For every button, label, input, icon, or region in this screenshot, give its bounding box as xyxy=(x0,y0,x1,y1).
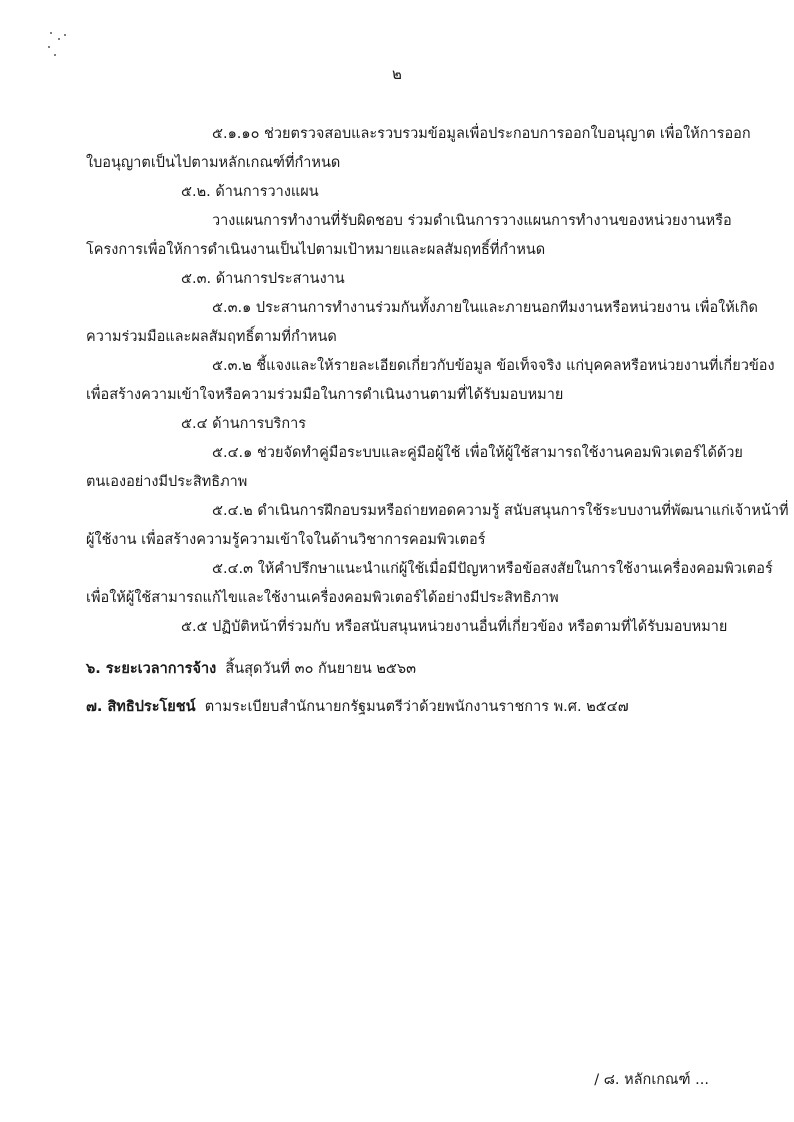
item-5-4-3: ๕.๔.๓ ให้คำปรึกษาแนะนำแก่ผู้ใช้เมื่อมีปัญหาหรือข้อสงสัยในการใช้งานเครื่องคอมพิวเตอร์ xyxy=(212,561,773,577)
heading-5-2: ๕.๒. ด้านการวางแผน xyxy=(181,184,319,200)
section-7 xyxy=(86,697,629,717)
section-6-heading: ๖. ระยะเวลาการจ้าง xyxy=(86,661,217,677)
continuation-note: / ๘. หลักเกณฑ์ ... xyxy=(594,1072,709,1088)
item-5-1-10-cont: ใบอนุญาตเป็นไปตามหลักเกณฑ์ที่กำหนด xyxy=(86,155,341,171)
item-5-4-2: ๕.๔.๒ ดำเนินการฝึกอบรมหรือถ่ายทอดความรู้ สนับสนุนการใช้ระบบงานที่พัฒนาแก่เจ้าหน้าที่ xyxy=(212,503,789,519)
item-5-1-10: ๕.๑.๑๐ ช่วยตรวจสอบและรวบรวมข้อมูลเพื่อประกอบการออกใบอนุญาต เพื่อให้การออก xyxy=(212,126,751,142)
item-5-3-1-cont: ความร่วมมือและผลสัมฤทธิ์ตามที่กำหนด xyxy=(86,329,337,345)
section-7-text: ตามระเบียบสำนักนายกรัฐมนตรีว่าด้วยพนักงานราชการ พ.ศ. ๒๕๔๗ xyxy=(204,699,629,715)
page-number: ๒ xyxy=(392,65,402,83)
scan-artifact xyxy=(46,28,76,68)
section-6 xyxy=(86,659,416,679)
item-5-4-1-cont: ตนเองอย่างมีประสิทธิภาพ xyxy=(86,474,248,490)
item-5-4-2-cont: ผู้ใช้งาน เพื่อสร้างความรู้ความเข้าใจในด้านวิชาการคอมพิวเตอร์ xyxy=(86,532,486,548)
item-5-3-2-cont: เพื่อสร้างความเข้าใจหรือความร่วมมือในการดำเนินงานตามที่ได้รับมอบหมาย xyxy=(86,387,564,403)
item-5-3-1: ๕.๓.๑ ประสานการทำงานร่วมกันทั้งภายในและภายนอกทีมงานหรือหน่วยงาน เพื่อให้เกิด xyxy=(212,300,758,316)
heading-5-3: ๕.๓. ด้านการประสานงาน xyxy=(181,271,345,287)
item-5-2-cont: โครงการเพื่อให้การดำเนินงานเป็นไปตามเป้าหมายและผลสัมฤทธิ์ที่กำหนด xyxy=(86,242,546,258)
item-5-5: ๕.๕ ปฏิบัติหน้าที่ร่วมกับ หรือสนับสนุนหน่วยงานอื่นที่เกี่ยวข้อง หรือตามที่ได้รับมอบหมาย xyxy=(181,619,728,635)
item-5-3-2: ๕.๓.๒ ชี้แจงและให้รายละเอียดเกี่ยวกับข้อมูล ข้อเท็จจริง แก่บุคคลหรือหน่วยงานที่เกี่ยวข้อง xyxy=(212,358,775,374)
section-7-heading: ๗. สิทธิประโยชน์ xyxy=(86,699,196,715)
section-6-text: สิ้นสุดวันที่ ๓๐ กันยายน ๒๕๖๓ xyxy=(225,661,417,677)
item-5-4-1: ๕.๔.๑ ช่วยจัดทำคู่มือระบบและคู่มือผู้ใช้ เพื่อให้ผู้ใช้สามารถใช้งานคอมพิวเตอร์ได้ด้วย xyxy=(212,445,743,461)
item-5-2-text: วางแผนการทำงานที่รับผิดชอบ ร่วมดำเนินการวางแผนการทำงานของหน่วยงานหรือ xyxy=(212,213,732,229)
item-5-4-3-cont: เพื่อให้ผู้ใช้สามารถแก้ไขและใช้งานเครื่องคอมพิวเตอร์ได้อย่างมีประสิทธิภาพ xyxy=(86,590,559,606)
heading-5-4: ๕.๔ ด้านการบริการ xyxy=(181,416,307,432)
